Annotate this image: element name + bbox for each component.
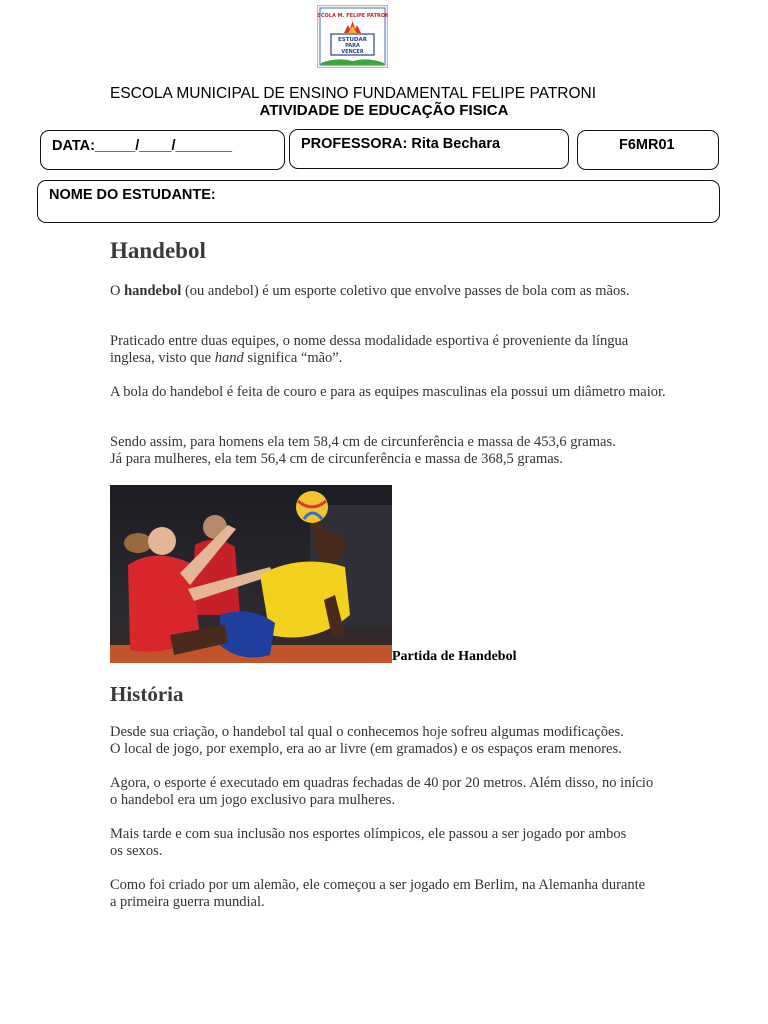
paragraph-history-court: Agora, o esporte é executado em quadras fechadas de 40 por 20 metros. Além disso, no início o handebol era um jogo exclusivo para mulheres. (110, 775, 654, 808)
svg-text:ESCOLA M. FELIPE PATRONI: ESCOLA M. FELIPE PATRONI (317, 13, 388, 19)
code-field (577, 130, 719, 170)
teacher-label: PROFESSORA: Rita Bechara (301, 136, 501, 152)
school-name: ESCOLA MUNICIPAL DE ENSINO FUNDAMENTAL FELIPE PATRONI (110, 85, 597, 102)
origin-text-end: significa “mão”. (243, 350, 343, 366)
svg-text:PARA: PARA (345, 43, 360, 49)
date-field[interactable] (40, 130, 285, 170)
origin-italic-term: hand (214, 350, 244, 366)
paragraph-intro (110, 283, 670, 300)
history-origin-line-2: O local de jogo, por exemplo, era ao ar livre (em gramados) e os espaços eram menores. (110, 741, 622, 757)
svg-text:ESTUDAR: ESTUDAR (338, 37, 367, 43)
ball-size-men: Sendo assim, para homens ela tem 58,4 cm de circunferência e massa de 453,6 gramas. (110, 434, 616, 450)
origin-text-start: Praticado entre duas equipes, o nome dessa modalidade esportiva é proveniente da língua inglesa, visto que (110, 333, 629, 366)
history-title: História (110, 682, 184, 706)
intro-text-end: (ou andebol) é um esporte coletivo que envolve passes de bola com as mãos. (181, 283, 630, 299)
paragraph-origin (110, 333, 670, 367)
intro-text-start: O (110, 283, 125, 299)
paragraph-history-olympics: Mais tarde e com sua inclusão nos esportes olímpicos, ele passou a ser jogado por ambos os sexos. (110, 826, 627, 859)
student-name-label: NOME DO ESTUDANTE: (49, 187, 216, 203)
paragraph-history-berlin: Como foi criado por um alemão, ele começou a ser jogado em Berlim, na Alemanha durante a primeira guerra mundial. (110, 877, 646, 910)
date-label: DATA:_____/____/_______ (52, 138, 233, 154)
paragraph-ball: A bola do handebol é feita de couro e para as equipes masculinas ela possui um diâmetro maior. (110, 384, 666, 400)
ball-size-women: Já para mulheres, ela tem 56,4 cm de circunferência e massa de 368,5 gramas. (110, 451, 563, 467)
history-origin-line-1: Desde sua criação, o handebol tal qual o conhecemos hoje sofreu algumas modificações. (110, 724, 624, 740)
photo-caption: Partida de Handebol (392, 649, 517, 664)
handball-match-photo (110, 485, 392, 663)
paragraph-history-origin (110, 724, 710, 758)
article-title: Handebol (110, 238, 206, 263)
teacher-field (289, 129, 569, 169)
activity-code: F6MR01 (619, 137, 675, 153)
intro-bold-term: handebol (124, 283, 182, 299)
activity-title: ATIVIDADE DE EDUCAÇÃO FISICA (259, 102, 509, 119)
svg-text:VENCER: VENCER (341, 49, 364, 55)
student-name-field[interactable] (37, 180, 720, 223)
paragraph-ball-size (110, 434, 710, 468)
school-logo (317, 5, 388, 68)
